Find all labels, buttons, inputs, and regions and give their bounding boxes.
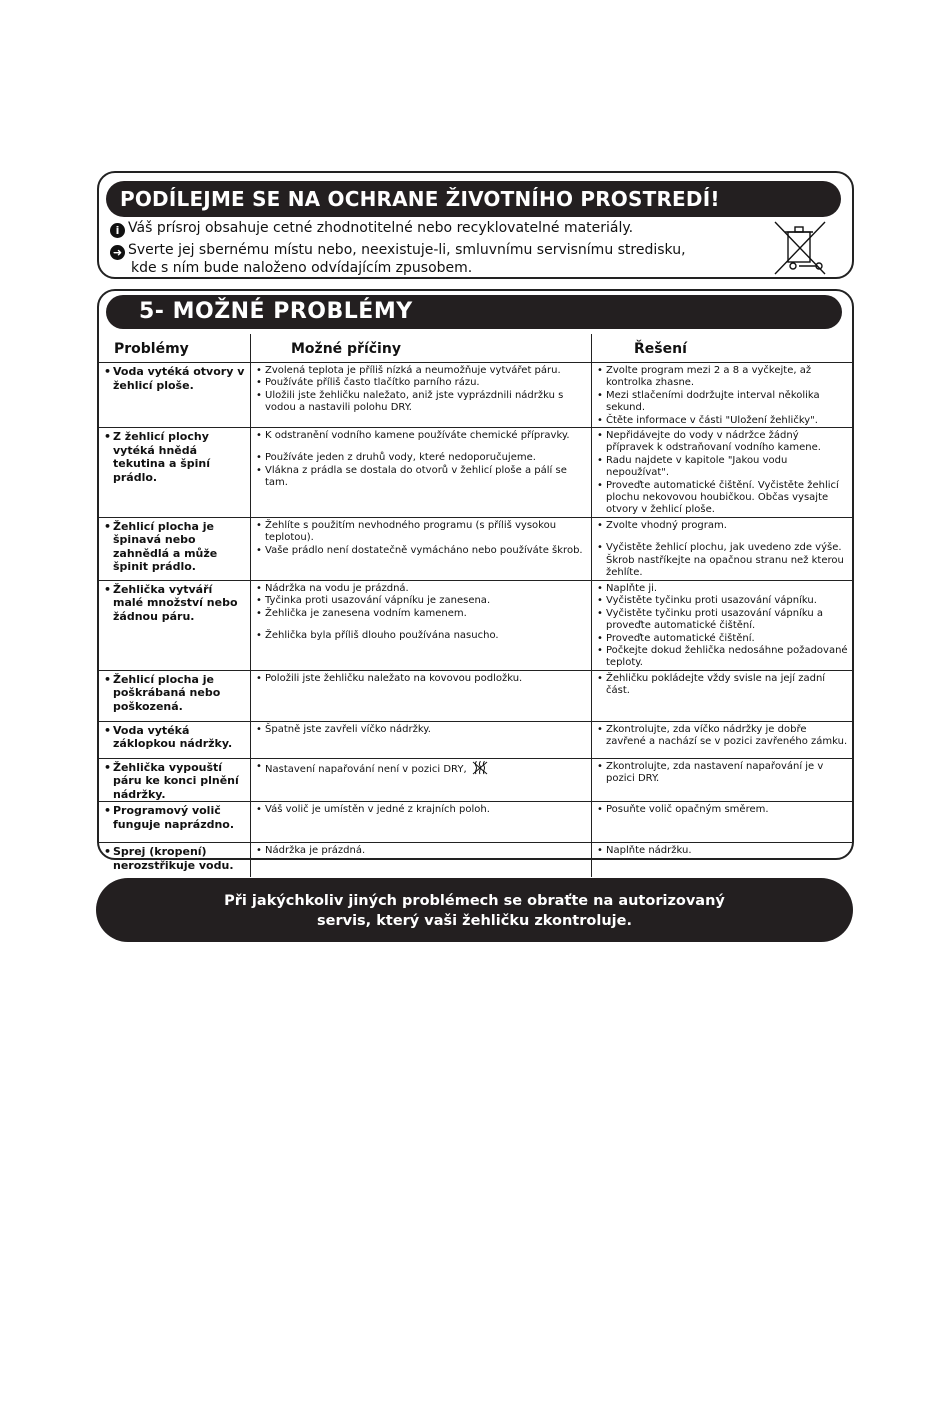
header-causes: Možné příčiny: [251, 334, 592, 363]
environment-title: PODÍLEJME SE NA OCHRANE ŽIVOTNÍHO PROSTREDÍ!: [106, 181, 841, 217]
table-row: [99, 802, 852, 843]
solutions-cell: • Nepřidávejte do vody v nádržce žádný přípravek k odstraňovaní vodního kamene. • Radu najdete v kapitole "Jakou vodu nepoužívat". • Proveďte automatické čištění. Vyčistěte žehlicí plochu nekovovou houbičkou. Občas vysajte otvory v žehlicí ploše.: [592, 428, 853, 518]
table-row: [99, 428, 852, 518]
problem-cell: • Voda vytéká záklopkou nádržky.: [99, 721, 251, 758]
info-icon: i: [110, 223, 125, 238]
solutions-cell: • Naplňte nádržku.: [592, 843, 853, 877]
solutions-cell: • Zkontrolujte, zda víčko nádržky je dobře zavřené a nachází se v pozici zavřeného zámku.: [592, 721, 853, 758]
causes-cell: • Nastavení napařování není v pozici DRY,: [251, 758, 592, 802]
problem-cell: • Žehlicí plocha je poškrábaná nebo poškozená.: [99, 670, 251, 721]
problems-table: [99, 334, 852, 877]
solutions-cell: • Zvolte program mezi 2 a 8 a vyčkejte, až kontrolka zhasne. • Mezi stlačeními dodržujte interval několika sekund. • Čtěte informace v části "Uložení žehličky".: [592, 363, 853, 428]
solutions-cell: • Naplňte ji. • Vyčistěte tyčinku proti usazování vápníku. • Vyčistěte tyčinku proti usazování vápníku a proveďte automatické čištění. • Proveďte automatické čištění. • Počkejte dokud žehlička nedosáhne požadované teploty.: [592, 580, 853, 670]
causes-cell: • K odstranění vodního kamene používáte chemické přípravky. • Používáte jeden z druhů vody, které nedoporučujeme. • Vlákna z prádla se dostala do otvorů v žehlicí ploše a pálí se tam.: [251, 428, 592, 518]
solutions-cell: • Zkontrolujte, zda nastavení napařování je v pozici DRY.: [592, 758, 853, 802]
table-row: [99, 843, 852, 877]
header-solutions: Řešení: [634, 340, 687, 357]
causes-cell: • Nádržka na vodu je prázdná. • Tyčinka proti usazování vápníku je zanesena. • Žehlička je zanesena vodním kamenem. • Žehlička byla příliš dlouho používána nasucho.: [251, 580, 592, 670]
table-row: [99, 670, 852, 721]
environment-recycle-line: ➜ Sverte jej sbernému místu nebo, neexistuje-li, smluvnímu servisnímu stredisku,: [110, 241, 686, 260]
causes-cell: • Položili jste žehličku naležato na kovovou podložku.: [251, 670, 592, 721]
header-problems: Problémy: [99, 334, 251, 363]
solutions-cell: • Posuňte volič opačným směrem.: [592, 802, 853, 843]
service-notice-line-2: servis, který vaši žehličku zkontroluje.: [317, 913, 632, 929]
arrow-right-icon: ➜: [110, 245, 125, 260]
table-header-row: [99, 334, 852, 363]
causes-cell: • Nádržka je prázdná.: [251, 843, 592, 877]
service-notice: [96, 878, 853, 942]
problem-cell: • Z žehlicí plochy vytéká hnědá tekutina a špiní prádlo.: [99, 428, 251, 518]
table-row: [99, 721, 852, 758]
solutions-cell: • Zvolte vhodný program. • Vyčistěte žehlicí plochu, jak uvedeno zde výše. Škrob nastříkejte na opačnou stranu než kterou žehlíte.: [592, 517, 853, 580]
environment-recycle-line-2: kde s ním bude naloženo odvídajícím zpusobem.: [131, 260, 473, 276]
causes-cell: • Žehlíte s použitím nevhodného programu (s příliš vysokou teplotou). • Vaše prádlo není dostatečně vymácháno nebo používáte škrob.: [251, 517, 592, 580]
causes-cell: • Špatně jste zavřeli víčko nádržky.: [251, 721, 592, 758]
table-row: [99, 363, 852, 428]
problem-cell: • Žehlička vypouští páru ke konci plnění nádržky.: [99, 758, 251, 802]
problem-cell: • Programový volič funguje naprázdno.: [99, 802, 251, 843]
table-row: [99, 517, 852, 580]
problem-cell: • Sprej (kropení) nerozstřikuje vodu.: [99, 843, 251, 877]
problem-cell: • Žehlička vytváří malé množství nebo žádnou páru.: [99, 580, 251, 670]
table-row: [99, 580, 852, 670]
causes-cell: • Váš volič je umístěn v jedné z krajních poloh.: [251, 802, 592, 843]
crossed-out-wheelie-bin-icon: [773, 220, 827, 276]
environment-info-line: i Váš prísroj obsahuje cetné zhodnotitelné nebo recyklovatelné materiály.: [110, 219, 633, 238]
table-row: [99, 758, 852, 802]
solutions-cell: • Žehličku pokládejte vždy svisle na její zadní část.: [592, 670, 853, 721]
causes-cell: • Zvolená teplota je příliš nízká a neumožňuje vytvářet páru. • Používáte příliš často tlačítko parního rázu. • Uložili jste žehličku naležato, aniž jste vyprázdnili nádržku s vodou a nastavili polohu DRY.: [251, 363, 592, 428]
problems-title: 5- MOŽNÉ PROBLÉMY: [106, 295, 842, 329]
service-notice-line-1: Při jakýchkoliv jiných problémech se obraťte na autorizovaný: [224, 893, 725, 909]
problem-cell: • Žehlicí plocha je špinavá nebo zahnědlá a může špinit prádlo.: [99, 517, 251, 580]
problem-cell: • Voda vytéká otvory v žehlicí ploše.: [99, 363, 251, 428]
no-steam-icon: [472, 761, 488, 775]
